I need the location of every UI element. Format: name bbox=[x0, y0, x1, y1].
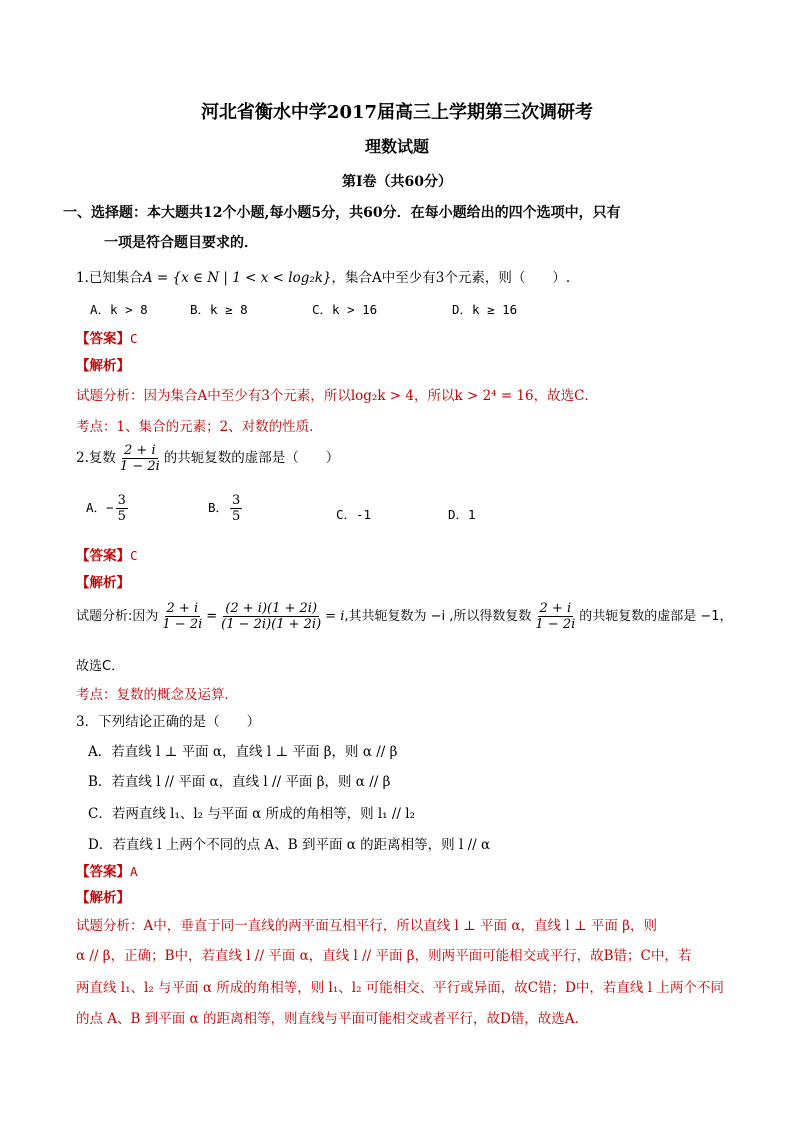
q2-analysis-prefix: 试题分析:因为 bbox=[76, 609, 159, 624]
q3-answer-value: A bbox=[130, 864, 138, 879]
q3-option-c: C．若两直线 l₁、l₂ 与平面 α 所成的角相等，则 l₁ // l₂ bbox=[88, 806, 415, 822]
q2-option-b-fraction bbox=[230, 493, 242, 524]
q2-eq-num-1: 2 + i bbox=[166, 601, 199, 616]
section-heading-line2: 一项是符合题目要求的． bbox=[104, 235, 258, 251]
document-title: 河北省衡水中学2017届高三上学期第三次调研考 bbox=[200, 102, 594, 123]
q1-analysis-label: 【解析】 bbox=[76, 358, 130, 374]
q2-point: 考点：复数的概念及运算． bbox=[76, 687, 238, 703]
q1-option-d: D．k ≥ 16 bbox=[452, 302, 518, 317]
q2-fraction-numerator: 2 + i bbox=[124, 443, 156, 458]
q2-analysis-end: 故选C． bbox=[76, 659, 125, 674]
q1-stem bbox=[76, 266, 570, 286]
q2-eq-num-3: 2 + i bbox=[539, 601, 572, 616]
q2-eq-fraction-1 bbox=[160, 601, 204, 632]
volume-heading: 第Ⅰ卷（共60分） bbox=[341, 174, 453, 190]
q3-option-a: A．若直线 l ⊥ 平面 α，直线 l ⊥ 平面 β，则 α // β bbox=[88, 744, 398, 760]
q2-stem-prefix: 2.复数 bbox=[76, 450, 116, 466]
q2-answer-label: 【答案】 bbox=[76, 548, 130, 564]
q3-answer bbox=[76, 860, 138, 880]
q3-option-d: D．若直线 l 上两个不同的点 A、B 到平面 α 的距离相等，则 l // α bbox=[88, 837, 491, 853]
q2-option-d: D．1 bbox=[448, 507, 476, 522]
q2-option-a-numerator: 3 bbox=[117, 493, 126, 508]
q3-analysis-line3: 两直线 l₁、l₂ 与平面 α 所成的角相等，则 l₁、l₂ 可能相交、平行或异面，故C错；D中，若直线 l 上两个不同 bbox=[76, 980, 724, 996]
section-heading-line1: 一、选择题：本大题共12个小题,每小题5分，共60分．在每小题给出的四个选项中，只有 bbox=[63, 205, 621, 221]
q1-set-expression: A = {x ∈ N | 1 < x < log₂k} bbox=[142, 270, 332, 286]
q3-option-b: B．若直线 l // 平面 α，直线 l // 平面 β，则 α // β bbox=[88, 774, 391, 790]
q2-answer-value: C bbox=[130, 548, 138, 563]
q1-analysis: 试题分析：因为集合A中至少有3个元素，所以log₂k > 4，所以k > 2⁴ = 16，故选C． bbox=[76, 388, 598, 404]
q2-option-b-prefix: B． bbox=[208, 500, 229, 515]
q3-analysis-line1: 试题分析：A中，垂直于同一直线的两平面互相平行，所以直线 l ⊥ 平面 α，直线 l ⊥ 平面 β，则 bbox=[76, 918, 658, 934]
q2-option-b bbox=[208, 493, 244, 524]
q3-answer-label: 【答案】 bbox=[76, 864, 130, 880]
q2-eq-fraction-3 bbox=[533, 601, 577, 632]
q2-analysis-middle: ,其共轭复数为 −i ,所以得数复数 bbox=[344, 609, 532, 624]
q2-eq-equals: = bbox=[206, 609, 218, 624]
q3-analysis-line2: α // β，正确；B中，若直线 l // 平面 α，直线 l // 平面 β，则两平面可能相交或平行，故B错；C中，若 bbox=[76, 948, 692, 964]
q2-eq-num-2: (2 + i)(1 + 2i) bbox=[225, 601, 318, 616]
q2-analysis-suffix: 的共轭复数的虚部是 −1， bbox=[579, 609, 733, 624]
q2-fraction-denominator: 1 − 2i bbox=[119, 459, 160, 474]
q1-answer-value: C bbox=[130, 331, 138, 346]
q2-stem-suffix: 的共轭复数的虚部是（ ） bbox=[163, 450, 340, 466]
q1-stem-suffix: ，集合A中至少有3个元素，则（ ）. bbox=[331, 270, 571, 286]
q1-option-a: A．k > 8 bbox=[90, 302, 148, 317]
q2-eq-den-3: 1 − 2i bbox=[535, 617, 576, 632]
q2-eq-den-2: (1 − 2i)(1 + 2i) bbox=[221, 617, 322, 632]
q2-eq-den-1: 1 − 2i bbox=[162, 617, 203, 632]
document-subtitle: 理数试题 bbox=[364, 137, 429, 156]
q2-analysis bbox=[76, 601, 733, 632]
q2-fraction bbox=[118, 443, 162, 474]
q2-option-a-fraction bbox=[116, 493, 128, 524]
q2-option-c: C．-1 bbox=[336, 507, 372, 522]
q3-stem: 3．下列结论正确的是（ ） bbox=[76, 714, 261, 730]
q1-answer-label: 【答案】 bbox=[76, 331, 130, 347]
q1-answer bbox=[76, 327, 138, 347]
q1-stem-prefix: 1.已知集合 bbox=[76, 270, 143, 286]
q2-stem bbox=[76, 443, 339, 474]
q3-analysis-line4: 的点 A、B 到平面 α 的距离相等，则直线与平面可能相交或者平行，故D错，故选A． bbox=[76, 1011, 589, 1027]
q2-eq-result: = i bbox=[325, 609, 345, 624]
q2-option-a-denominator: 5 bbox=[117, 509, 126, 524]
q2-answer bbox=[76, 544, 138, 564]
q2-option-b-denominator: 5 bbox=[232, 509, 241, 524]
q1-option-c: C．k > 16 bbox=[312, 302, 378, 317]
q2-analysis-label: 【解析】 bbox=[76, 575, 130, 591]
q2-option-a-prefix: A．− bbox=[86, 500, 114, 515]
q1-option-b: B．k ≥ 8 bbox=[190, 302, 248, 317]
q3-analysis-label: 【解析】 bbox=[76, 890, 130, 906]
q2-option-a bbox=[86, 493, 130, 524]
q2-option-b-numerator: 3 bbox=[232, 493, 241, 508]
q1-point: 考点：1、集合的元素；2、对数的性质． bbox=[76, 419, 323, 435]
q2-eq-fraction-2 bbox=[219, 601, 323, 632]
